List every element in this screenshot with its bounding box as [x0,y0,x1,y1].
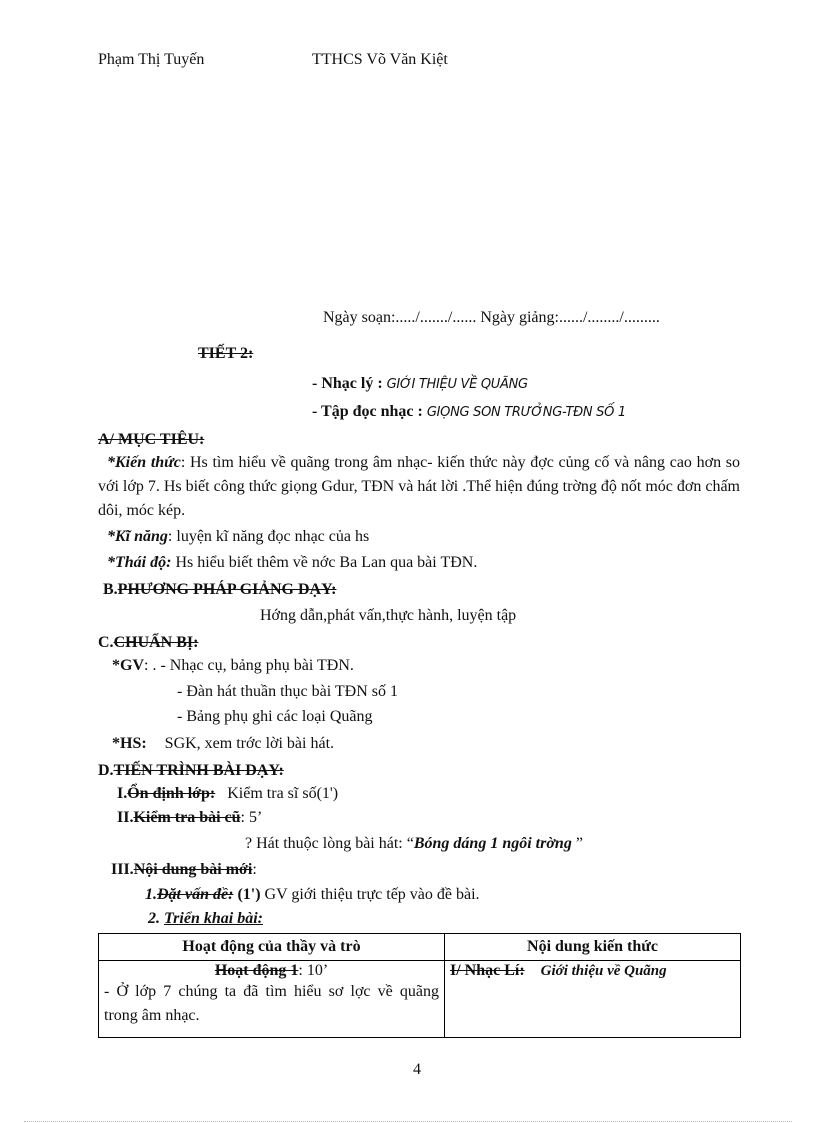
knowledge-paragraph [98,451,740,523]
section-c-prefix: C. [98,634,114,651]
deploy-step-label: Triển khai bài: [164,910,263,927]
topic1-value: GIỚI THIỆU VỀ QUÃNG [386,377,528,392]
skill-text: : luyện kĩ năng đọc nhạc của hs [167,528,370,545]
topic2-label: - Tập đọc nhạc : [312,403,427,420]
activity-time: : 10’ [298,962,329,979]
intro-step-time: (1') [233,886,261,903]
step-ii-label: Kiểm tra bài cũ [133,809,241,826]
activity-text: - Ở lớp 7 chúng ta đã tìm hiểu sơ lợc về quãng trong âm nhạc. [104,983,439,1024]
section-a-heading: A/ MỤC TIÊU: [98,431,205,448]
step-i-num: I. [117,785,128,802]
step-iii-colon: : [252,861,257,878]
review-song-title: Bóng dáng 1 ngôi trờng [413,835,572,852]
activity-table [98,933,741,1038]
page-number: 4 [413,1061,421,1078]
step-ii-line [117,808,262,827]
step-i-label: Ổn định lớp: [127,785,216,802]
col-header-activities: Hoạt động của thầy và trò [99,934,445,961]
deploy-step-line [148,909,263,928]
content-value: Giới thiệu về Quãng [540,963,667,979]
knowledge-label: *Kiến thức [107,454,181,471]
gv-label: *GV [112,657,144,674]
skill-label: *Kĩ năng [107,528,168,545]
knowledge-text: : Hs tìm hiểu về quãng trong âm nhạc- kiến thức này đợc củng cố và nâng cao hơn so với lớp 7. Hs biết công thức giọng Gdur, TĐN và hát lời .Thể hiện đúng trờng độ nốt móc đơn chấm dôi, móc kép. [98,454,741,519]
section-d-prefix: D. [98,762,114,779]
section-c-heading [98,633,198,652]
intro-step-text: GV giới thiệu trực tếp vào đề bài. [260,886,480,903]
lesson-title: TIẾT 2: [198,345,254,362]
section-d-title: TIẾN TRÌNH BÀI DẠY: [113,762,284,779]
intro-step-line [145,885,480,904]
topic-sight-reading [312,402,626,421]
attitude-line [107,553,477,572]
section-d-heading [98,761,284,780]
content-cell [445,961,741,1038]
section-b-text: Hớng dẫn,phát vấn,thực hành, luyện tập [260,607,517,624]
table-row [99,961,741,1038]
gv-line-3: - Bảng phụ ghi các loại Quãng [177,708,373,725]
step-i-line [117,784,338,803]
review-question [245,834,583,853]
topic1-label: - Nhạc lý : [312,375,387,392]
deploy-step-num: 2. [148,910,164,927]
intro-step-label: Đặt vấn đề: [157,886,234,903]
step-iii-line [111,860,257,879]
step-ii-text: : 5’ [240,809,263,826]
header-school: TTHCS Võ Văn Kiệt [312,51,448,68]
page-bottom-divider [24,1121,792,1122]
hs-text: SGK, xem trớc lời bài hát. [164,735,335,752]
hs-line [112,734,334,753]
step-ii-num: II. [117,809,134,826]
lesson-dates: Ngày soạn:...../......./...... Ngày giảng:....../......../......... [323,309,660,326]
review-question-prefix: ? Hát thuộc lòng bài hát: “ [245,835,414,852]
attitude-label: *Thái độ: [107,554,172,571]
topic-music-theory [312,374,528,393]
topic2-value: GIỌNG SON TRƯỞNG-TĐN SỐ 1 [426,405,626,420]
step-iii-num: III. [111,861,134,878]
header-author: Phạm Thị Tuyến [98,51,205,68]
section-b-prefix: B. [103,581,118,598]
review-question-suffix: ” [571,835,583,852]
activity-cell [99,961,445,1038]
col-header-content: Nội dung kiến thức [445,934,741,961]
section-c-title: CHUẨN BỊ: [113,634,199,651]
activity-heading [104,962,439,980]
gv-text-1: : . - Nhạc cụ, bảng phụ bài TĐN. [144,657,354,674]
hs-label: *HS: [112,735,147,752]
section-b-title: PHƯƠNG PHÁP GIẢNG DẠY: [117,581,337,598]
table-header-row [99,934,741,961]
gv-line-2: - Đàn hát thuần thục bài TĐN số 1 [177,683,398,700]
activity-label: Hoạt động 1 [214,962,299,979]
skill-line [107,527,369,546]
section-b-heading [103,580,336,599]
intro-step-num: 1. [145,886,157,903]
gv-line-1 [112,656,354,675]
content-label: I/ Nhạc Lí: [450,962,525,979]
attitude-text: Hs hiểu biết thêm về nớc Ba Lan qua bài TĐN. [171,554,478,571]
step-iii-label: Nội dung bài mới [133,861,253,878]
step-i-text: Kiểm tra sĩ số(1') [227,785,339,802]
